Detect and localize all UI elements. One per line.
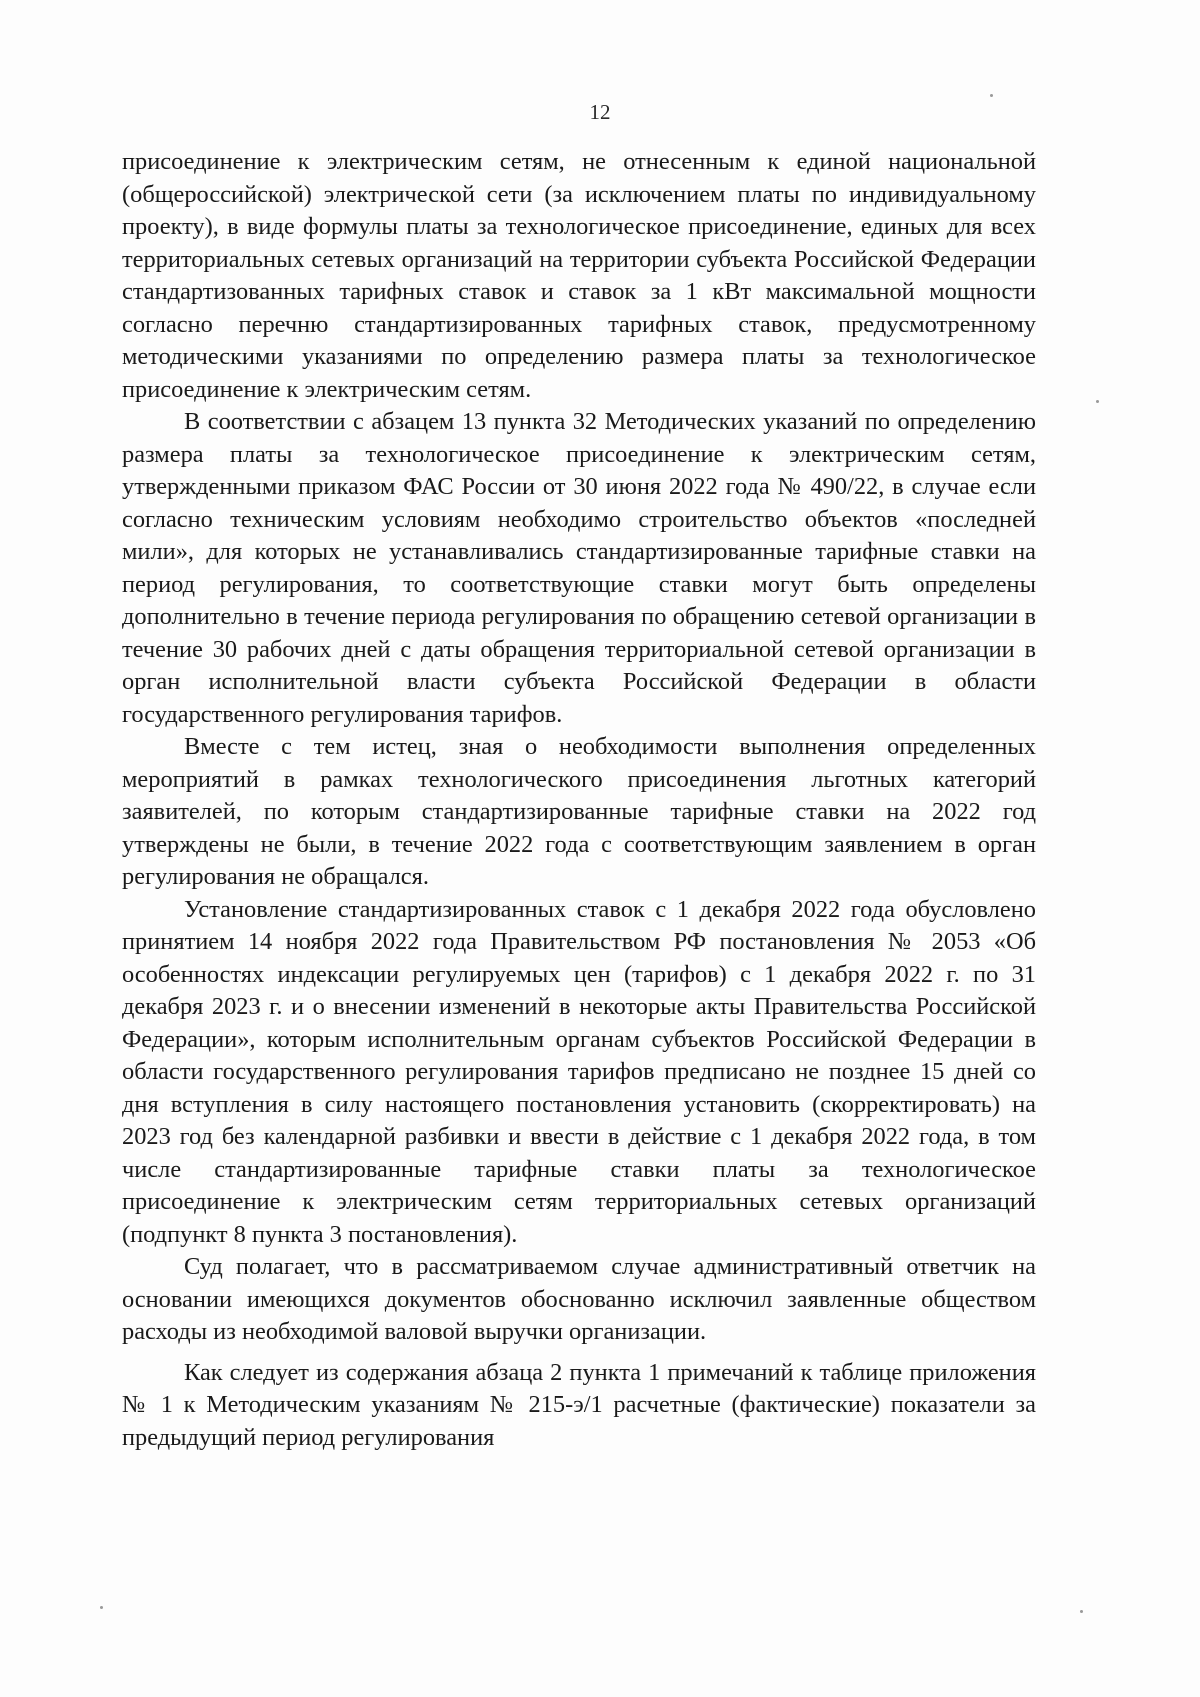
scan-speck <box>1096 400 1099 403</box>
paragraph: Установление стандартизированных ставок с 1 декабря 2022 года обусловлено принятием 14 ноября 2022 года Правительством РФ постановления № 2053 «Об особенностях индексации регулируемых цен (тарифов) с 1 декабря 2022 г. по 31 декабря 2023 г. и о внесении изменений в некоторые акты Правительства Российской Федерации», которым исполнительным органам субъектов Российской Федерации в области государственного регулирования тарифов предписано не позднее 15 дней со дня вступления в силу настоящего постановления установить (скорректировать) на 2023 год без календарной разбивки и ввести в действие с 1 декабря 2022 года, в том числе стандартизированные тарифные ставки платы за технологическое присоединение к электрическим сетям территориальных сетевых организаций (подпункт 8 пункта 3 постановления). <box>122 895 1036 1248</box>
paragraph: Суд полагает, что в рассматриваемом случае административный ответчик на основании имеющихся документов обоснованно исключил заявленные обществом расходы из необходимой валовой выручки организации. <box>122 1253 1036 1345</box>
paragraph-last: Как следует из содержания абзаца 2 пункта 1 примечаний к таблице приложения № 1 к Методическим указаниям № 215-э/1 расчетные (фактические) показатели за предыдущий период регулирования <box>122 1358 1036 1451</box>
paragraph: В соответствии с абзацем 13 пункта 32 Методических указаний по определению размера платы за технологическое присоединение к электрическим сетям, утвержденными приказом ФАС России от 30 июня 2022 года № 490/22, в случае если согласно техническим условиям необходимо строительство объектов «последней мили», для которых не устанавливались стандартизированные тарифные ставки на период регулирования, то соответствующие ставки могут быть определены дополнительно в течение периода регулирования по обращению сетевой организации в течение 30 рабочих дней с даты обращения территориальной сетевой организации в орган исполнительной власти субъекта Российской Федерации в области государственного регулирования тарифов. <box>122 408 1036 728</box>
scan-speck <box>1080 1610 1083 1613</box>
scan-speck <box>990 94 993 97</box>
document-body <box>122 146 1036 1454</box>
paragraph-continuation: присоединение к электрическим сетям, не отнесенным к единой национальной (общероссийской) электрической сети (за исключением платы по индивидуальному проекту), в виде формулы платы за технологическое присоединение, единых для всех территориальных сетевых организаций на территории субъекта Российской Федерации стандартизованных тарифных ставок и ставок за 1 кВт максимальной мощности согласно перечню стандартизированных тарифных ставок, предусмотренному методическими указаниями по определению размера платы за технологическое присоединение к электрическим сетям. <box>122 148 1036 403</box>
paragraph: Вместе с тем истец, зная о необходимости выполнения определенных мероприятий в рамках технологического присоединения льготных категорий заявителей, по которым стандартизированные тарифные ставки на 2022 год утверждены не были, в течение 2022 года с соответствующим заявлением в орган регулирования не обращался. <box>122 733 1036 890</box>
page-number: 12 <box>589 100 611 124</box>
scan-speck <box>100 1606 103 1609</box>
